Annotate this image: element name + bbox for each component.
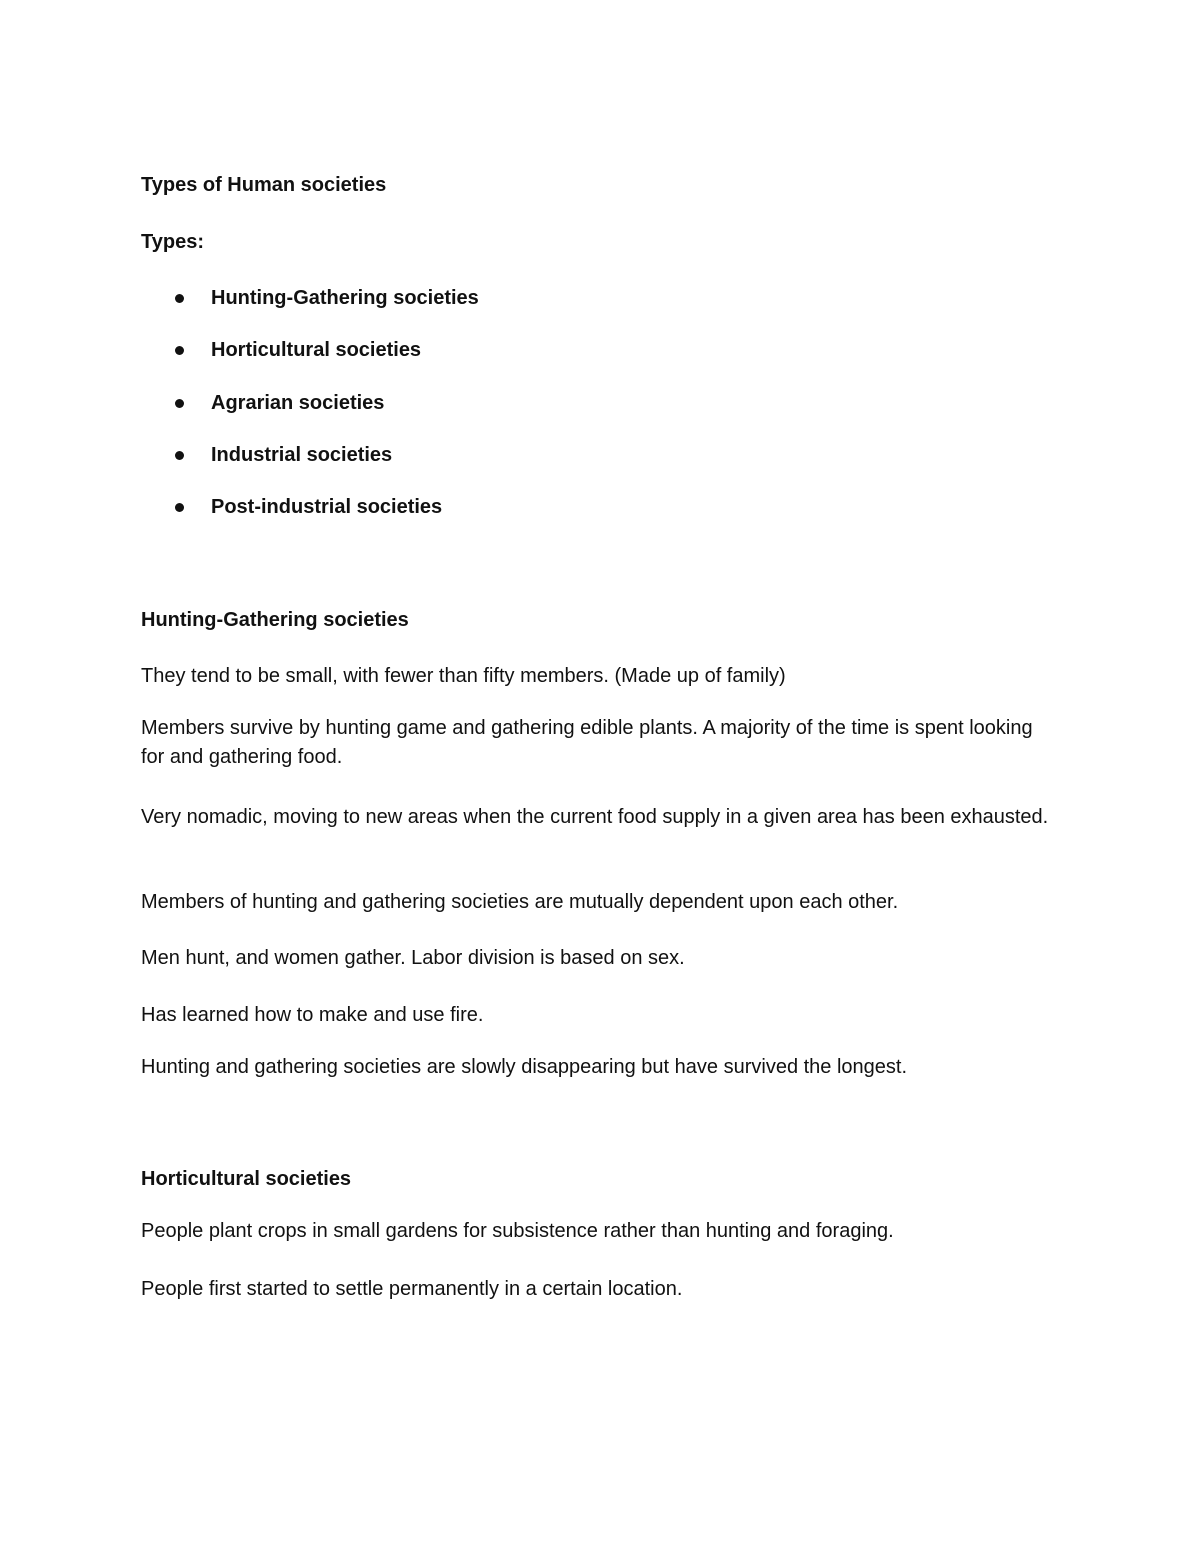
bullet-icon — [175, 294, 184, 303]
paragraph: Men hunt, and women gather. Labor division is based on sex. — [141, 947, 685, 969]
list-item-label: Post-industrial societies — [211, 496, 443, 518]
bullet-icon — [175, 451, 184, 460]
bullet-icon — [175, 399, 184, 408]
types-label: Types: — [141, 231, 204, 253]
paragraph: People first started to settle permanently in a certain location. — [141, 1278, 683, 1300]
document-title: Types of Human societies — [141, 174, 387, 196]
list-item-label: Agrarian societies — [211, 392, 385, 414]
paragraph: They tend to be small, with fewer than fifty members. (Made up of family) — [141, 665, 786, 687]
paragraph: Members survive by hunting game and gathering edible plants. A majority of the time is spent looking for and gathering food. — [141, 717, 1033, 768]
section-heading-horticultural: Horticultural societies — [141, 1168, 352, 1190]
paragraph: Very nomadic, moving to new areas when the current food supply in a given area has been exhausted. — [141, 806, 1049, 828]
list-item-label: Horticultural societies — [211, 339, 422, 361]
paragraph: Has learned how to make and use fire. — [141, 1004, 484, 1026]
bullet-icon — [175, 346, 184, 355]
paragraph: People plant crops in small gardens for subsistence rather than hunting and foraging. — [141, 1220, 894, 1242]
paragraph: Hunting and gathering societies are slowly disappearing but have survived the longest. — [141, 1056, 908, 1078]
section-heading-hunting-gathering: Hunting-Gathering societies — [141, 609, 409, 631]
bullet-icon — [175, 503, 184, 512]
list-item-label: Industrial societies — [211, 444, 393, 466]
paragraph: Members of hunting and gathering societies are mutually dependent upon each other. — [141, 891, 899, 913]
list-item-label: Hunting-Gathering societies — [211, 287, 479, 309]
